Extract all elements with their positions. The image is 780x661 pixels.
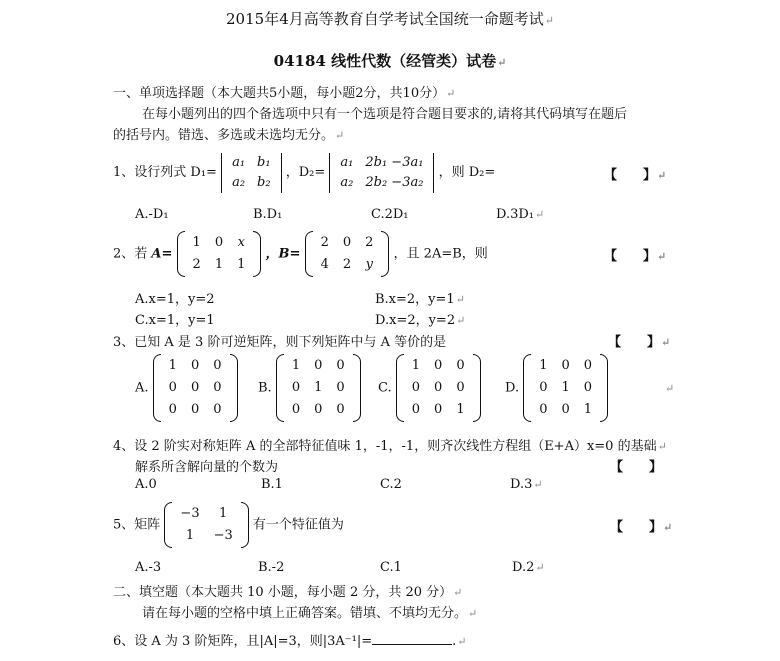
return-mark-icon: ↵: [446, 87, 456, 100]
q5-option-d: D.2↵: [512, 560, 545, 575]
q3-matrix-d: 1 0 0 0 1 0 0 0 1: [523, 354, 608, 422]
return-mark-icon: ↵: [544, 14, 554, 27]
q1-option-a: A.-D₁: [135, 207, 169, 222]
q3-option-a: A. 1 0 0 0 0 0 0 0 0: [135, 354, 238, 422]
section1-instruction-2: 的括号内。错选、多选或未选均无分。↵: [113, 128, 345, 143]
exam-title: 2015年4月高等教育自学考试全国统一命题考试↵: [226, 10, 554, 28]
q4-option-c: C.2: [380, 477, 402, 492]
determinant-d2: a₁ 2b₁ −3a₁ a₂ 2b₂ −3a₂: [329, 153, 434, 193]
return-mark-icon: ↵: [535, 561, 545, 574]
return-mark-icon: ↵: [453, 586, 463, 599]
question-1: 1、设行列式 D₁= a₁ b₁ a₂ b₂ ，D₂= a₁ 2b₁ −3a₁ a₂ 2b₂ −3a₂ ，则 D₂=: [113, 151, 495, 195]
section2-instruction: 请在每小题的空格中填上正确答案。错填、不填均无分。↵: [142, 606, 478, 621]
matrix-b: 2 0 2 4 2 y: [305, 231, 390, 277]
section1-instruction-1: 在每小题列出的四个备选项中只有一个选项是符合题目要求的,请将其代码填写在题后: [142, 107, 628, 122]
section1-heading: 一、单项选择题（本大题共5小题，每小题2分，共10分）↵: [113, 86, 456, 101]
answer-bracket-3[interactable]: 【 】↵: [608, 335, 671, 350]
question-2: 2、若 A= 1 0 x 2 1 1 ，B= 2 0 2 4 2 y ，且 2A=B，则: [113, 231, 488, 277]
question-5: 5、矩阵 −3 1 1 −3 有一个特征值为: [113, 502, 344, 548]
paper-title: 04184 线性代数（经管类）试卷↵: [273, 52, 507, 70]
return-mark-icon: ↵: [665, 382, 675, 395]
q4-option-a: A.0: [135, 477, 157, 492]
q3-matrix-a: 1 0 0 0 0 0 0 0 0: [153, 354, 238, 422]
return-mark-icon: ↵: [657, 169, 667, 182]
question-4-line2: 解系所含解向量的个数为: [135, 460, 279, 475]
q4-option-b: B.1: [261, 477, 283, 492]
return-mark-icon: ↵: [456, 314, 466, 327]
q4-option-d: D.3↵: [510, 477, 543, 492]
q3-option-d: D. 1 0 0 0 1 0 0 0 1: [505, 354, 608, 422]
return-mark-icon: ↵: [533, 478, 543, 491]
question-4-line1: 4、设 2 阶实对称矩阵 A 的全部特征值味 1，-1，-1，则齐次线性方程组（E+A）x=0 的基础↵: [113, 439, 667, 454]
q5-option-a: A.-3: [135, 560, 162, 575]
return-mark-icon: ↵: [657, 440, 667, 453]
answer-bracket-2[interactable]: 【 】↵: [604, 249, 667, 264]
return-mark-icon: ↵: [663, 521, 673, 534]
q3-matrix-b: 1 0 0 0 1 0 0 0 0: [276, 354, 361, 422]
return-mark-icon: ↵: [497, 56, 507, 69]
answer-bracket-1[interactable]: 【 】↵: [604, 168, 667, 183]
q1-option-b: B.D₁: [253, 207, 283, 222]
return-mark-icon: ↵: [661, 336, 671, 349]
q5-matrix: −3 1 1 −3: [164, 502, 248, 548]
return-mark-icon: ↵: [657, 250, 667, 263]
q5-option-c: C.1: [380, 560, 402, 575]
return-mark-icon: ↵: [535, 208, 545, 221]
answer-blank-6[interactable]: [372, 632, 452, 645]
q5-option-b: B.-2: [258, 560, 285, 575]
q2-option-c: C.x=1，y=1: [135, 313, 215, 328]
return-mark-icon: ↵: [457, 635, 467, 648]
q1-option-d: D.3D₁↵: [496, 207, 545, 222]
q2-option-b: B.x=2，y=1↵: [375, 292, 465, 307]
q3-option-c: C. 1 0 0 0 0 0 0 0 1: [378, 354, 481, 422]
q1-option-c: C.2D₁: [371, 207, 409, 222]
return-mark-icon: ↵: [455, 293, 465, 306]
question-3: 3、已知 A 是 3 阶可逆矩阵，则下列矩阵中与 A 等价的是: [113, 335, 447, 350]
section2-heading: 二、填空题（本大题共 10 小题，每小题 2 分，共 20 分）↵: [113, 585, 463, 600]
return-mark-icon: ↵: [335, 129, 345, 142]
determinant-d1: a₁ b₁ a₂ b₂: [221, 153, 282, 193]
answer-bracket-4[interactable]: 【 】: [610, 460, 663, 475]
q2-option-d: D.x=2，y=2↵: [375, 313, 466, 328]
answer-bracket-5[interactable]: 【 】↵: [610, 520, 673, 535]
q3-option-b: B. 1 0 0 0 1 0 0 0 0: [258, 354, 361, 422]
matrix-a: 1 0 x 2 1 1: [177, 231, 262, 277]
q3-matrix-c: 1 0 0 0 0 0 0 0 1: [396, 354, 481, 422]
question-6: 6、设 A 为 3 阶矩阵，且|A|=3，则|3A⁻¹|= .↵: [113, 634, 467, 649]
q2-option-a: A.x=1，y=2: [135, 292, 215, 307]
return-mark-icon: ↵: [468, 607, 478, 620]
